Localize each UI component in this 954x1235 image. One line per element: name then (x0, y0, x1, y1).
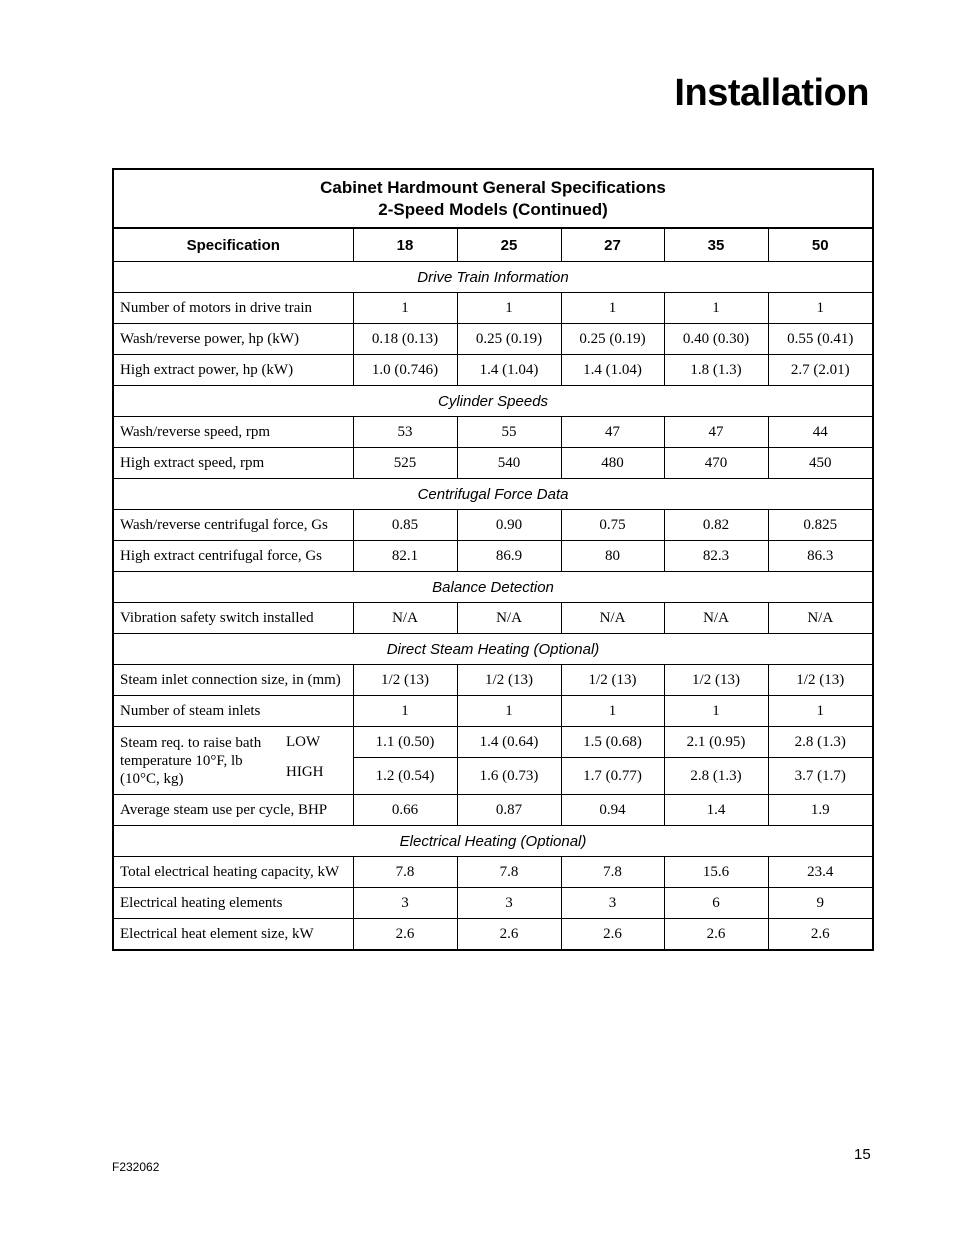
cell-value: N/A (353, 603, 457, 634)
cell-value: 1/2 (13) (768, 665, 873, 696)
row-label: Total electrical heating capacity, kW (113, 857, 353, 888)
cell-value: 1 (353, 293, 457, 324)
table-row (113, 919, 873, 951)
table-row (113, 696, 873, 727)
section-title: Centrifugal Force Data (113, 479, 873, 510)
cell-value: 82.3 (664, 541, 768, 572)
column-header: 18 (353, 228, 457, 262)
row-label: Wash/reverse speed, rpm (113, 417, 353, 448)
cell-value: 0.18 (0.13) (353, 324, 457, 355)
row-label: Wash/reverse centrifugal force, Gs (113, 510, 353, 541)
cell-value: 23.4 (768, 857, 873, 888)
row-label: High extract speed, rpm (113, 448, 353, 479)
row-label: Average steam use per cycle, BHP (113, 795, 353, 826)
table-row (113, 603, 873, 634)
section-title: Balance Detection (113, 572, 873, 603)
cell-value: 7.8 (561, 857, 664, 888)
cell-value: 0.25 (0.19) (561, 324, 664, 355)
cell-value: 2.6 (457, 919, 561, 951)
cell-value: 3 (561, 888, 664, 919)
section-title: Direct Steam Heating (Optional) (113, 634, 873, 665)
cell-value: 1/2 (13) (664, 665, 768, 696)
column-header-row (113, 228, 873, 262)
cell-value: 1.4 (0.64) (457, 727, 561, 758)
cell-value: 3 (353, 888, 457, 919)
document-code: F232062 (112, 1160, 160, 1174)
cell-value: 1 (561, 696, 664, 727)
cell-value: 525 (353, 448, 457, 479)
cell-value: 2.8 (1.3) (768, 727, 873, 758)
cell-value: 0.825 (768, 510, 873, 541)
row-label-steam-req (113, 727, 353, 795)
cell-value: 1 (768, 293, 873, 324)
section-title: Electrical Heating (Optional) (113, 826, 873, 857)
table-title-line1: Cabinet Hardmount General Specifications (320, 177, 666, 197)
table-row (113, 417, 873, 448)
page-heading: Installation (674, 72, 869, 114)
table-row (113, 355, 873, 386)
page-number: 15 (854, 1146, 871, 1163)
table-row (113, 888, 873, 919)
cell-value: 1/2 (13) (457, 665, 561, 696)
cell-value: 47 (664, 417, 768, 448)
cell-value: N/A (664, 603, 768, 634)
table-row (113, 293, 873, 324)
table-row-steam-low (113, 727, 873, 758)
section-header-row (113, 572, 873, 603)
cell-value: 1.6 (0.73) (457, 758, 561, 795)
table-row (113, 448, 873, 479)
row-label: Wash/reverse power, hp (kW) (113, 324, 353, 355)
cell-value: 1 (457, 293, 561, 324)
cell-value: 0.90 (457, 510, 561, 541)
cell-value: 82.1 (353, 541, 457, 572)
cell-value: 7.8 (353, 857, 457, 888)
cell-value: 53 (353, 417, 457, 448)
row-label: Vibration safety switch installed (113, 603, 353, 634)
section-header-row (113, 634, 873, 665)
cell-value: 1.7 (0.77) (561, 758, 664, 795)
cell-value: 1 (457, 696, 561, 727)
table-row (113, 857, 873, 888)
specifications-table (112, 168, 874, 951)
row-label: Electrical heating elements (113, 888, 353, 919)
cell-value: 44 (768, 417, 873, 448)
high-label: HIGH (286, 764, 324, 780)
cell-value: 0.55 (0.41) (768, 324, 873, 355)
cell-value: 450 (768, 448, 873, 479)
section-header-row (113, 262, 873, 293)
row-label: High extract centrifugal force, Gs (113, 541, 353, 572)
row-label: High extract power, hp (kW) (113, 355, 353, 386)
cell-value: 0.66 (353, 795, 457, 826)
cell-value: 1 (353, 696, 457, 727)
row-label: Electrical heat element size, kW (113, 919, 353, 951)
cell-value: 0.87 (457, 795, 561, 826)
cell-value: 0.25 (0.19) (457, 324, 561, 355)
table-row (113, 665, 873, 696)
cell-value: 480 (561, 448, 664, 479)
table-title-row (113, 169, 873, 228)
cell-value: 0.75 (561, 510, 664, 541)
row-label: Number of steam inlets (113, 696, 353, 727)
cell-value: 80 (561, 541, 664, 572)
cell-value: N/A (768, 603, 873, 634)
cell-value: 1.8 (1.3) (664, 355, 768, 386)
section-header-row (113, 826, 873, 857)
cell-value: 1.4 (1.04) (457, 355, 561, 386)
section-title: Drive Train Information (113, 262, 873, 293)
cell-value: N/A (457, 603, 561, 634)
cell-value: 2.6 (353, 919, 457, 951)
cell-value: 6 (664, 888, 768, 919)
cell-value: 0.85 (353, 510, 457, 541)
column-header: 50 (768, 228, 873, 262)
column-header: Specification (113, 228, 353, 262)
low-label: LOW (286, 734, 321, 750)
section-header-row (113, 386, 873, 417)
table-title (113, 169, 873, 228)
cell-value: 0.82 (664, 510, 768, 541)
row-label: Steam inlet connection size, in (mm) (113, 665, 353, 696)
table-row (113, 541, 873, 572)
cell-value: 1.4 (1.04) (561, 355, 664, 386)
section-header-row (113, 479, 873, 510)
cell-value: N/A (561, 603, 664, 634)
cell-value: 47 (561, 417, 664, 448)
column-header: 35 (664, 228, 768, 262)
cell-value: 470 (664, 448, 768, 479)
cell-value: 2.6 (664, 919, 768, 951)
cell-value: 86.3 (768, 541, 873, 572)
cell-value: 86.9 (457, 541, 561, 572)
cell-value: 540 (457, 448, 561, 479)
cell-value: 1.1 (0.50) (353, 727, 457, 758)
cell-value: 7.8 (457, 857, 561, 888)
cell-value: 55 (457, 417, 561, 448)
cell-value: 3.7 (1.7) (768, 758, 873, 795)
cell-value: 1 (561, 293, 664, 324)
table-row (113, 510, 873, 541)
cell-value: 2.7 (2.01) (768, 355, 873, 386)
cell-value: 1 (664, 293, 768, 324)
cell-value: 1.4 (664, 795, 768, 826)
cell-value: 15.6 (664, 857, 768, 888)
cell-value: 1.5 (0.68) (561, 727, 664, 758)
cell-value: 1/2 (13) (561, 665, 664, 696)
cell-value: 0.94 (561, 795, 664, 826)
steam-req-text: Steam req. to raise bath temperature 10°F, lb (10°C, kg) (120, 734, 262, 787)
cell-value: 3 (457, 888, 561, 919)
section-title: Cylinder Speeds (113, 386, 873, 417)
cell-value: 1.9 (768, 795, 873, 826)
cell-value: 2.6 (561, 919, 664, 951)
table-title-line2: 2-Speed Models (Continued) (378, 199, 608, 219)
cell-value: 1/2 (13) (353, 665, 457, 696)
table-row (113, 795, 873, 826)
row-label: Number of motors in drive train (113, 293, 353, 324)
cell-value: 2.6 (768, 919, 873, 951)
cell-value: 0.40 (0.30) (664, 324, 768, 355)
cell-value: 1 (768, 696, 873, 727)
cell-value: 2.1 (0.95) (664, 727, 768, 758)
cell-value: 1.0 (0.746) (353, 355, 457, 386)
table-row (113, 324, 873, 355)
column-header: 25 (457, 228, 561, 262)
cell-value: 9 (768, 888, 873, 919)
cell-value: 1 (664, 696, 768, 727)
column-header: 27 (561, 228, 664, 262)
cell-value: 2.8 (1.3) (664, 758, 768, 795)
cell-value: 1.2 (0.54) (353, 758, 457, 795)
